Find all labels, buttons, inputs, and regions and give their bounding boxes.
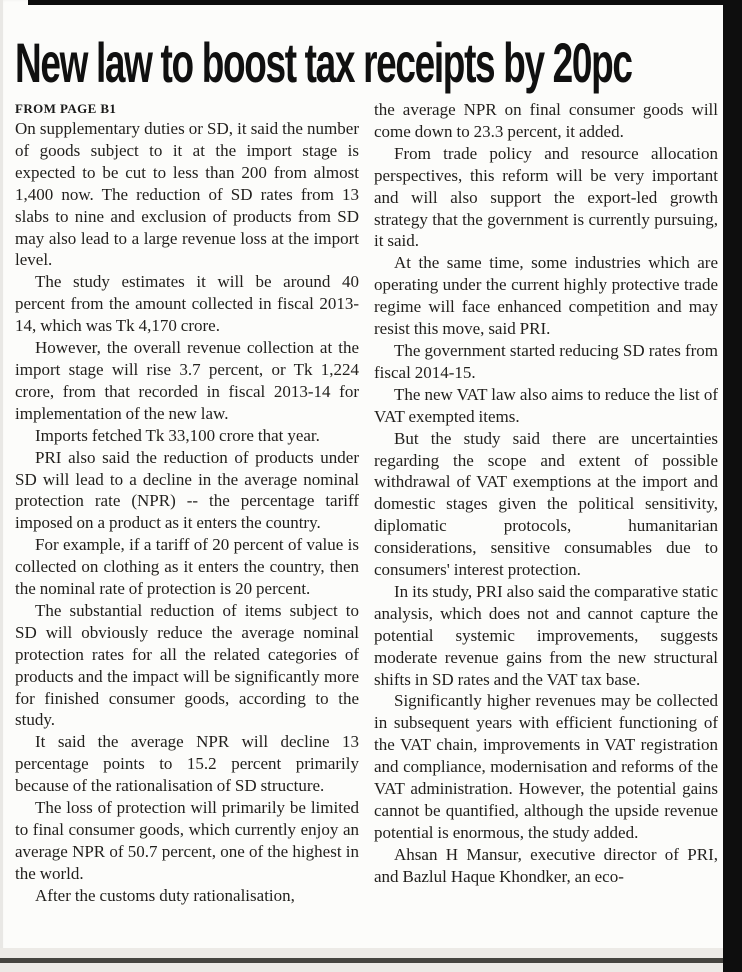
paragraph: After the customs duty rationalisation, — [35, 885, 295, 905]
column-left-paragraphs — [15, 118, 359, 907]
paragraph: Significantly higher revenues may be collected in subsequent years with efficient functioning of the VAT chain, improvements in VAT registration and compliance, modernisation and reforms of the VAT administration. However, the potential gains cannot be quantified, although the upside revenue potential is enormous, the study added. — [374, 691, 718, 842]
paragraph: In its study, PRI also said the comparative static analysis, which does not and cannot capture the potential systemic improvements, suggests moderate revenue gains from the new structural shifts in SD rates and the VAT tax base. — [374, 581, 718, 689]
paragraph: The government started reducing SD rates from fiscal 2014-15. — [374, 340, 718, 382]
paragraph: The substantial reduction of items subject to SD will obviously reduce the average nominal protection rates for all the related categories of products and the impact will be significantly more for finished consumer goods, according to the study. — [15, 600, 359, 730]
paragraph: The study estimates it will be around 40 percent from the amount collected in fiscal 2013-14, which was Tk 4,170 crore. — [15, 272, 359, 336]
paragraph: On supplementary duties or SD, it said the number of goods subject to it at the import stage is expected to be cut to less than 200 from almost 1,400 now. The reduction of SD rates from 13 slabs to nine and exclusion of products from SD may also lead to a large revenue loss at the import level. — [15, 119, 359, 270]
paragraph: At the same time, some industries which are operating under the current highly protective trade regime will face enhanced competition and may resist this move, said PRI. — [374, 253, 718, 339]
paragraph: The new VAT law also aims to reduce the list of VAT exempted items. — [374, 384, 718, 426]
paragraph: For example, if a tariff of 20 percent of value is collected on clothing as it enters the country, then the nominal rate of protection is 20 percent. — [15, 535, 359, 599]
column-right-paragraphs — [374, 99, 718, 888]
paragraph: the average NPR on final consumer goods will come down to 23.3 percent, it added. — [374, 100, 718, 141]
paragraph: The loss of protection will primarily be limited to final consumer goods, which currently enjoy an average NPR of 50.7 percent, one of the highest in the world. — [15, 798, 359, 883]
top-rule — [28, 0, 742, 5]
article-body — [15, 99, 718, 949]
article-column-right — [374, 99, 718, 949]
paragraph: Imports fetched Tk 33,100 crore that year. — [35, 425, 320, 445]
headline: New law to boost tax receipts by 20pc — [15, 31, 632, 94]
bottom-band — [0, 948, 723, 972]
right-edge-strip — [723, 0, 742, 972]
paragraph: PRI also said the reduction of products under SD will lead to a decline in the average nominal protection rate (NPR) -- the percentage tariff imposed on a product as it enters the country. — [15, 447, 359, 533]
page-left-edge — [0, 0, 3, 972]
article-column-left — [15, 99, 359, 949]
paragraph: Ahsan H Mansur, executive director of PRI, and Bazlul Haque Khondker, an eco- — [374, 844, 718, 886]
paragraph: But the study said there are uncertainties regarding the scope and extent of possible withdrawal of VAT exemptions at the import and domestic stages given the political sensitivity, diplomatic protocols, humanitarian considerations, sensitive consumables due to consumers' interest protection. — [374, 428, 718, 580]
paragraph: It said the average NPR will decline 13 percentage points to 15.2 percent primarily because of the rationalisation of SD structure. — [15, 732, 359, 796]
paragraph: However, the overall revenue collection at the import stage will rise 3.7 percent, or Tk 1,224 crore, from that recorded in fiscal 2013-14 for implementation of the new law. — [15, 338, 359, 423]
kicker: FROM PAGE B1 — [15, 101, 117, 116]
bottom-rule — [0, 958, 723, 963]
paragraph: From trade policy and resource allocation perspectives, this reform will be very important and will also support the export-led growth strategy that the government is currently pursuing, it said. — [374, 143, 718, 251]
